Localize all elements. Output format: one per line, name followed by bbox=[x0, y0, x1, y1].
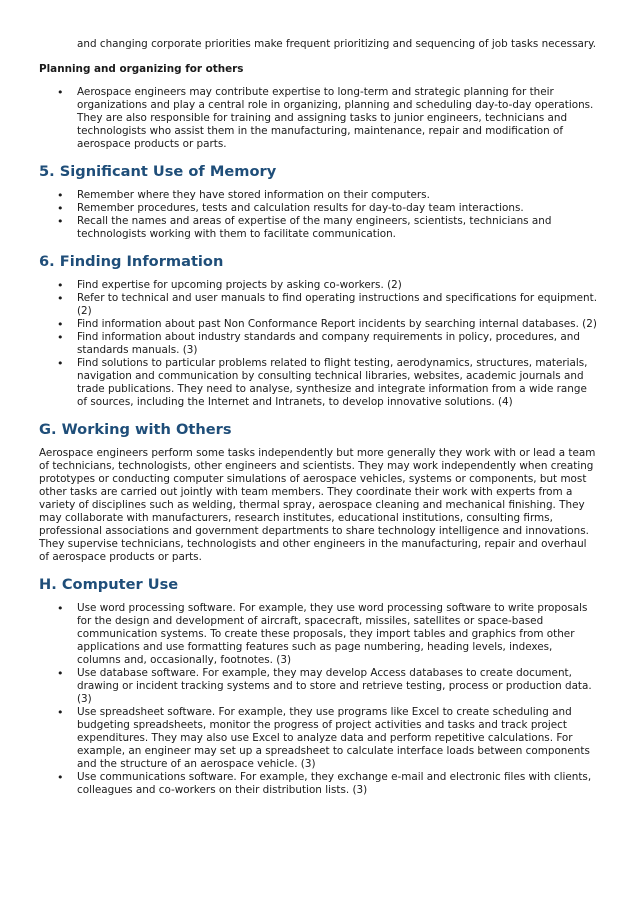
list-item: • Find information about past Non Conformance Report incidents by searching internal databases. (2) bbox=[77, 318, 598, 331]
list-item: • Use spreadsheet software. For example, they use programs like Excel to create scheduling and budgeting spreadsheets, monitor the progress of project activities and tasks and track project expenditures. They may also use Excel to analyze data and perform repetitive calculations. For example, an engineer may set up a spreadsheet to calculate interface loads between components and the structure of an aerospace vehicle. (3) bbox=[77, 706, 598, 771]
list-item: • Find information about industry standards and company requirements in policy, procedures, and standards manuals. (3) bbox=[77, 331, 598, 357]
list-item: • Remember where they have stored information on their computers. bbox=[77, 189, 598, 202]
list-item: • Recall the names and areas of expertise of the many engineers, scientists, technicians and technologists working with them to facilitate communication. bbox=[77, 215, 598, 241]
list-item: • Find expertise for upcoming projects by asking co-workers. (2) bbox=[77, 279, 598, 292]
list-item: • Find solutions to particular problems related to flight testing, aerodynamics, structures, materials, navigation and communication by consulting technical libraries, websites, academic journals and trade publications. They need to analyse, synthesize and integrate information from a wide range of sources, including the Internet and Intranets, to develop innovative solutions. (4) bbox=[77, 357, 598, 409]
planning-list bbox=[39, 86, 598, 151]
list-item: • Use communications software. For example, they exchange e-mail and electronic files with clients, colleagues and co-workers on their distribution lists. (3) bbox=[77, 771, 598, 797]
memory-heading: 5. Significant Use of Memory bbox=[39, 163, 277, 180]
computer-list bbox=[39, 602, 598, 797]
working-heading: G. Working with Others bbox=[39, 421, 232, 438]
finding-heading: 6. Finding Information bbox=[39, 253, 224, 270]
finding-list bbox=[39, 279, 598, 409]
working-paragraph: Aerospace engineers perform some tasks independently but more generally they work with or lead a team of technicians, technologists, other engineers and scientists. They may work independently when creating prototypes or conducting computer simulations of aerospace vehicles, systems or components, but most other tasks are carried out jointly with team members. They coordinate their work with experts from a variety of disciplines such as welding, thermal spray, aerospace cleaning and mechanical finishing. They may collaborate with manufacturers, research institutes, educational institutions, consulting firms, professional associations and government departments to share technology intelligence and innovations. They supervise technicians, technologists and other engineers in the manufacturing, repair and overhaul of aerospace products or parts. bbox=[39, 447, 596, 563]
list-item: • Aerospace engineers may contribute expertise to long-term and strategic planning for their organizations and play a central role in organizing, planning and scheduling day-to-day operations. They are also responsible for training and assigning tasks to junior engineers, technicians and technologists who assist them in the manufacturing, maintenance, repair and modification of aerospace products or parts. bbox=[77, 86, 598, 151]
list-item: • Remember procedures, tests and calculation results for day-to-day team interactions. bbox=[77, 202, 598, 215]
list-item: • Refer to technical and user manuals to find operating instructions and specifications for equipment. (2) bbox=[77, 292, 598, 318]
continuation-text: and changing corporate priorities make frequent prioritizing and sequencing of job tasks necessary. bbox=[77, 38, 597, 50]
computer-heading: H. Computer Use bbox=[39, 576, 179, 593]
planning-subheading: Planning and organizing for others bbox=[39, 63, 244, 75]
memory-list bbox=[39, 189, 598, 241]
list-item: • Use word processing software. For example, they use word processing software to write proposals for the design and development of aircraft, spacecraft, missiles, satellites or space-based communication systems. To create these proposals, they import tables and graphics from other applications and use formatting features such as page numbering, heading levels, indexes, columns and, occasionally, footnotes. (3) bbox=[77, 602, 598, 667]
list-item: • Use database software. For example, they may develop Access databases to create document, drawing or incident tracking systems and to store and retrieve testing, process or production data. (3) bbox=[77, 667, 598, 706]
